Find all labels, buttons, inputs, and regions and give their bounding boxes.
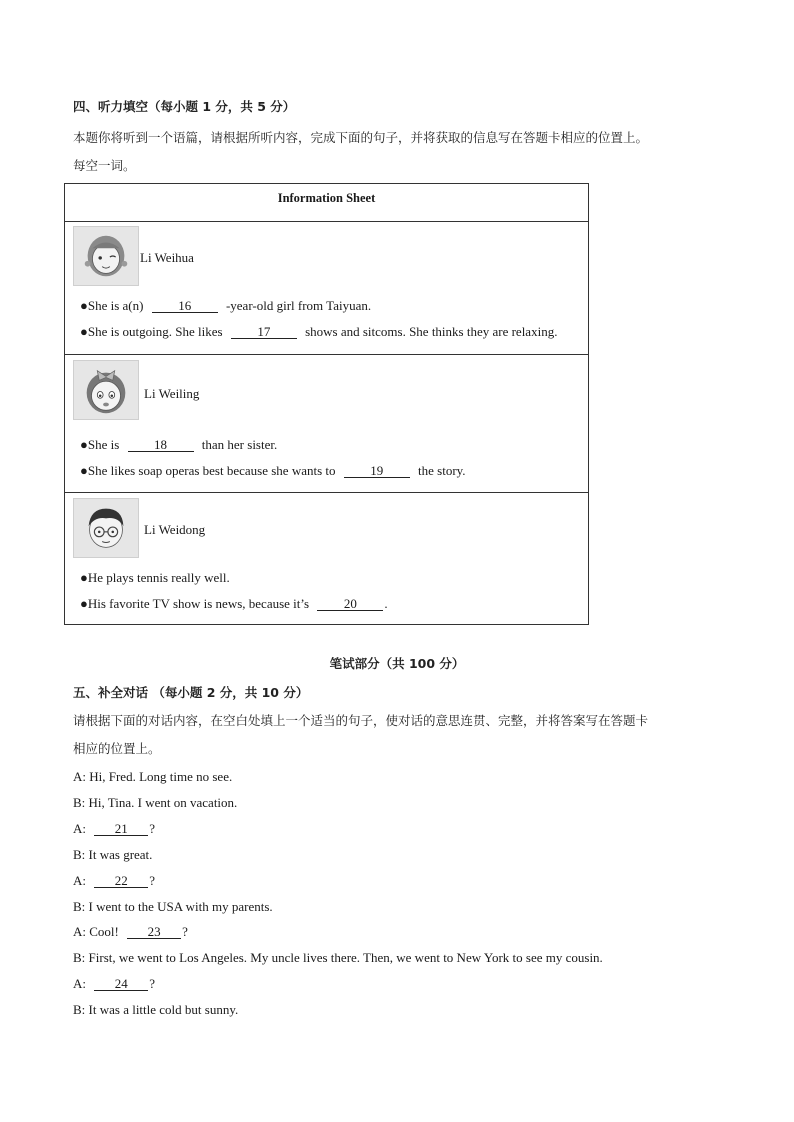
written-part-heading: 笔试部分（共 100 分） bbox=[329, 656, 465, 671]
section5-instruction-line1: 请根据下面的对话内容，在空白处填上一个适当的句子，使对话的意思连贯、完整，并将答案写在答题卡 bbox=[73, 713, 649, 728]
dialogue-line: A: Cool! 23 ? bbox=[73, 924, 188, 939]
dialogue-line: B: First, we went to Los Angeles. My uncle lives there. Then, we went to New York to see my cousin. bbox=[73, 950, 603, 965]
person-name: Li Weihua bbox=[140, 250, 194, 265]
person-line: ●She likes soap operas best because she wants to 19 the story. bbox=[80, 463, 466, 478]
dialogue-line: A: 22 ? bbox=[73, 873, 156, 888]
information-sheet-title: Information Sheet bbox=[277, 191, 376, 205]
boy-glasses-avatar-icon bbox=[73, 498, 139, 558]
answer-blank-20: 20 bbox=[317, 597, 383, 611]
person-line: ●She is 18 than her sister. bbox=[80, 437, 278, 452]
girl-bow-avatar-icon bbox=[73, 360, 139, 420]
person-line: ●She is a(n) 16 -year-old girl from Taiyuan. bbox=[80, 298, 372, 313]
person-name: Li Weidong bbox=[144, 522, 206, 537]
section4-instruction-line1: 本题你将听到一个语篇，请根据所听内容，完成下面的句子，并将获取的信息写在答题卡相应的位置上。 bbox=[73, 130, 649, 145]
table-divider bbox=[65, 221, 588, 222]
person-name: Li Weiling bbox=[144, 386, 200, 401]
dialogue-line: A: 21 ? bbox=[73, 821, 156, 836]
dialogue-line: B: Hi, Tina. I went on vacation. bbox=[73, 795, 238, 810]
section5-heading: 五、补全对话 （每小题 2 分，共 10 分） bbox=[73, 685, 309, 700]
answer-blank-22: 22 bbox=[94, 874, 148, 888]
answer-blank-21: 21 bbox=[94, 822, 148, 836]
answer-blank-23: 23 bbox=[127, 925, 181, 939]
section4-heading: 四、听力填空（每小题 1 分，共 5 分） bbox=[73, 99, 296, 114]
dialogue-line: A: Hi, Fred. Long time no see. bbox=[73, 769, 233, 784]
answer-blank-24: 24 bbox=[94, 977, 148, 991]
answer-blank-16: 16 bbox=[152, 299, 218, 313]
table-divider bbox=[65, 354, 588, 355]
answer-blank-19: 19 bbox=[344, 464, 410, 478]
section5-instruction-line2: 相应的位置上。 bbox=[73, 741, 161, 756]
section4-instruction-line2: 每空一词。 bbox=[73, 158, 136, 173]
table-divider bbox=[65, 492, 588, 493]
person-line: ●His favorite TV show is news, because it’s 20 . bbox=[80, 596, 388, 611]
dialogue-line: B: It was great. bbox=[73, 847, 153, 862]
answer-blank-18: 18 bbox=[128, 438, 194, 452]
person-line: ●She is outgoing. She likes 17 shows and sitcoms. She thinks they are relaxing. bbox=[80, 324, 558, 339]
dialogue-line: B: I went to the USA with my parents. bbox=[73, 899, 273, 914]
person-line: ●He plays tennis really well. bbox=[80, 570, 230, 585]
information-sheet-table bbox=[64, 183, 589, 625]
dialogue-line: B: It was a little cold but sunny. bbox=[73, 1002, 239, 1017]
dialogue-line: A: 24 ? bbox=[73, 976, 156, 991]
girl-avatar-icon bbox=[73, 226, 139, 286]
answer-blank-17: 17 bbox=[231, 325, 297, 339]
